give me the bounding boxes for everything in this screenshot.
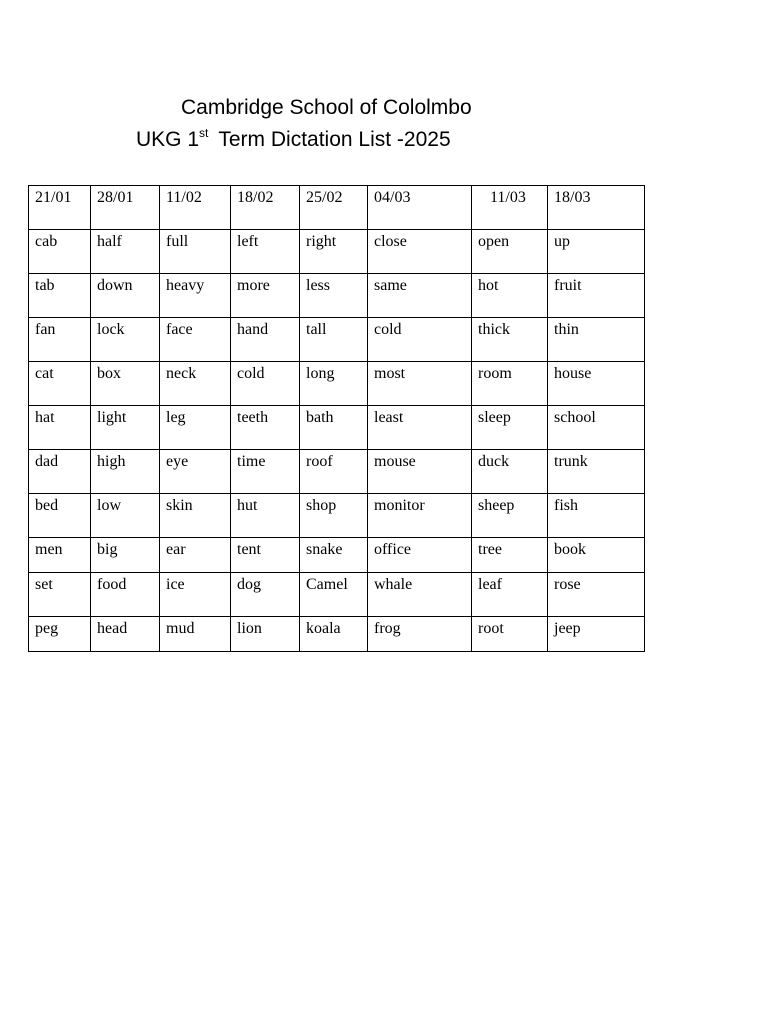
word-cell: mouse	[368, 450, 472, 494]
word-cell: less	[300, 274, 368, 318]
word-cell: fish	[548, 494, 645, 538]
word-cell: leaf	[472, 573, 548, 617]
word-cell: hot	[472, 274, 548, 318]
word-cell: lion	[231, 617, 300, 652]
word-cell: house	[548, 362, 645, 406]
word-cell: hat	[29, 406, 91, 450]
word-cell: face	[160, 318, 231, 362]
word-cell: right	[300, 230, 368, 274]
word-cell: koala	[300, 617, 368, 652]
title-superscript: st	[199, 126, 209, 140]
table-row	[29, 362, 645, 406]
word-cell: men	[29, 538, 91, 573]
word-cell: up	[548, 230, 645, 274]
word-cell: book	[548, 538, 645, 573]
word-cell: half	[91, 230, 160, 274]
word-cell: fan	[29, 318, 91, 362]
word-cell: lock	[91, 318, 160, 362]
word-cell: peg	[29, 617, 91, 652]
table-header-row	[29, 186, 645, 230]
table-row	[29, 406, 645, 450]
word-cell: time	[231, 450, 300, 494]
word-cell: dog	[231, 573, 300, 617]
word-cell: food	[91, 573, 160, 617]
table-row	[29, 494, 645, 538]
word-cell: hut	[231, 494, 300, 538]
word-cell: ice	[160, 573, 231, 617]
word-cell: fruit	[548, 274, 645, 318]
word-cell: school	[548, 406, 645, 450]
header-cell: 04/03	[368, 186, 472, 230]
table-row	[29, 617, 645, 652]
word-cell: box	[91, 362, 160, 406]
word-cell: snake	[300, 538, 368, 573]
word-cell: close	[368, 230, 472, 274]
word-cell: big	[91, 538, 160, 573]
table-row	[29, 538, 645, 573]
word-cell: trunk	[548, 450, 645, 494]
word-cell: set	[29, 573, 91, 617]
table-row	[29, 573, 645, 617]
title-prefix: UKG 1	[136, 128, 200, 151]
word-cell: left	[231, 230, 300, 274]
word-cell: office	[368, 538, 472, 573]
word-cell: whale	[368, 573, 472, 617]
word-cell: full	[160, 230, 231, 274]
word-cell: thick	[472, 318, 548, 362]
list-title	[136, 127, 451, 153]
table-row	[29, 318, 645, 362]
table-row	[29, 450, 645, 494]
word-cell: cold	[231, 362, 300, 406]
dictation-table	[28, 185, 645, 652]
word-cell: skin	[160, 494, 231, 538]
word-cell: leg	[160, 406, 231, 450]
word-cell: tab	[29, 274, 91, 318]
word-cell: shop	[300, 494, 368, 538]
header-cell: 11/02	[160, 186, 231, 230]
word-cell: tent	[231, 538, 300, 573]
header-cell: 11/03	[472, 186, 548, 230]
word-cell: least	[368, 406, 472, 450]
title-suffix: Term Dictation List -2025	[218, 128, 451, 151]
word-cell: open	[472, 230, 548, 274]
word-cell: more	[231, 274, 300, 318]
word-cell: eye	[160, 450, 231, 494]
header-cell: 25/02	[300, 186, 368, 230]
word-cell: sleep	[472, 406, 548, 450]
word-cell: tree	[472, 538, 548, 573]
word-cell: most	[368, 362, 472, 406]
word-cell: bed	[29, 494, 91, 538]
word-cell: low	[91, 494, 160, 538]
word-cell: root	[472, 617, 548, 652]
word-cell: tall	[300, 318, 368, 362]
word-cell: ear	[160, 538, 231, 573]
word-cell: Camel	[300, 573, 368, 617]
word-cell: hand	[231, 318, 300, 362]
word-cell: long	[300, 362, 368, 406]
word-cell: dad	[29, 450, 91, 494]
header-cell: 18/03	[548, 186, 645, 230]
word-cell: mud	[160, 617, 231, 652]
word-cell: room	[472, 362, 548, 406]
word-cell: sheep	[472, 494, 548, 538]
table-row	[29, 230, 645, 274]
word-cell: cold	[368, 318, 472, 362]
word-cell: down	[91, 274, 160, 318]
school-name: Cambridge School of Cololmbo	[181, 96, 472, 119]
word-cell: roof	[300, 450, 368, 494]
header-cell: 18/02	[231, 186, 300, 230]
word-cell: cat	[29, 362, 91, 406]
word-cell: neck	[160, 362, 231, 406]
word-cell: jeep	[548, 617, 645, 652]
word-cell: heavy	[160, 274, 231, 318]
word-cell: monitor	[368, 494, 472, 538]
header-cell: 21/01	[29, 186, 91, 230]
word-cell: duck	[472, 450, 548, 494]
word-cell: thin	[548, 318, 645, 362]
word-cell: bath	[300, 406, 368, 450]
word-cell: light	[91, 406, 160, 450]
word-cell: high	[91, 450, 160, 494]
word-cell: teeth	[231, 406, 300, 450]
word-cell: rose	[548, 573, 645, 617]
word-cell: cab	[29, 230, 91, 274]
header-cell: 28/01	[91, 186, 160, 230]
word-cell: frog	[368, 617, 472, 652]
word-cell: head	[91, 617, 160, 652]
table-row	[29, 274, 645, 318]
word-cell: same	[368, 274, 472, 318]
